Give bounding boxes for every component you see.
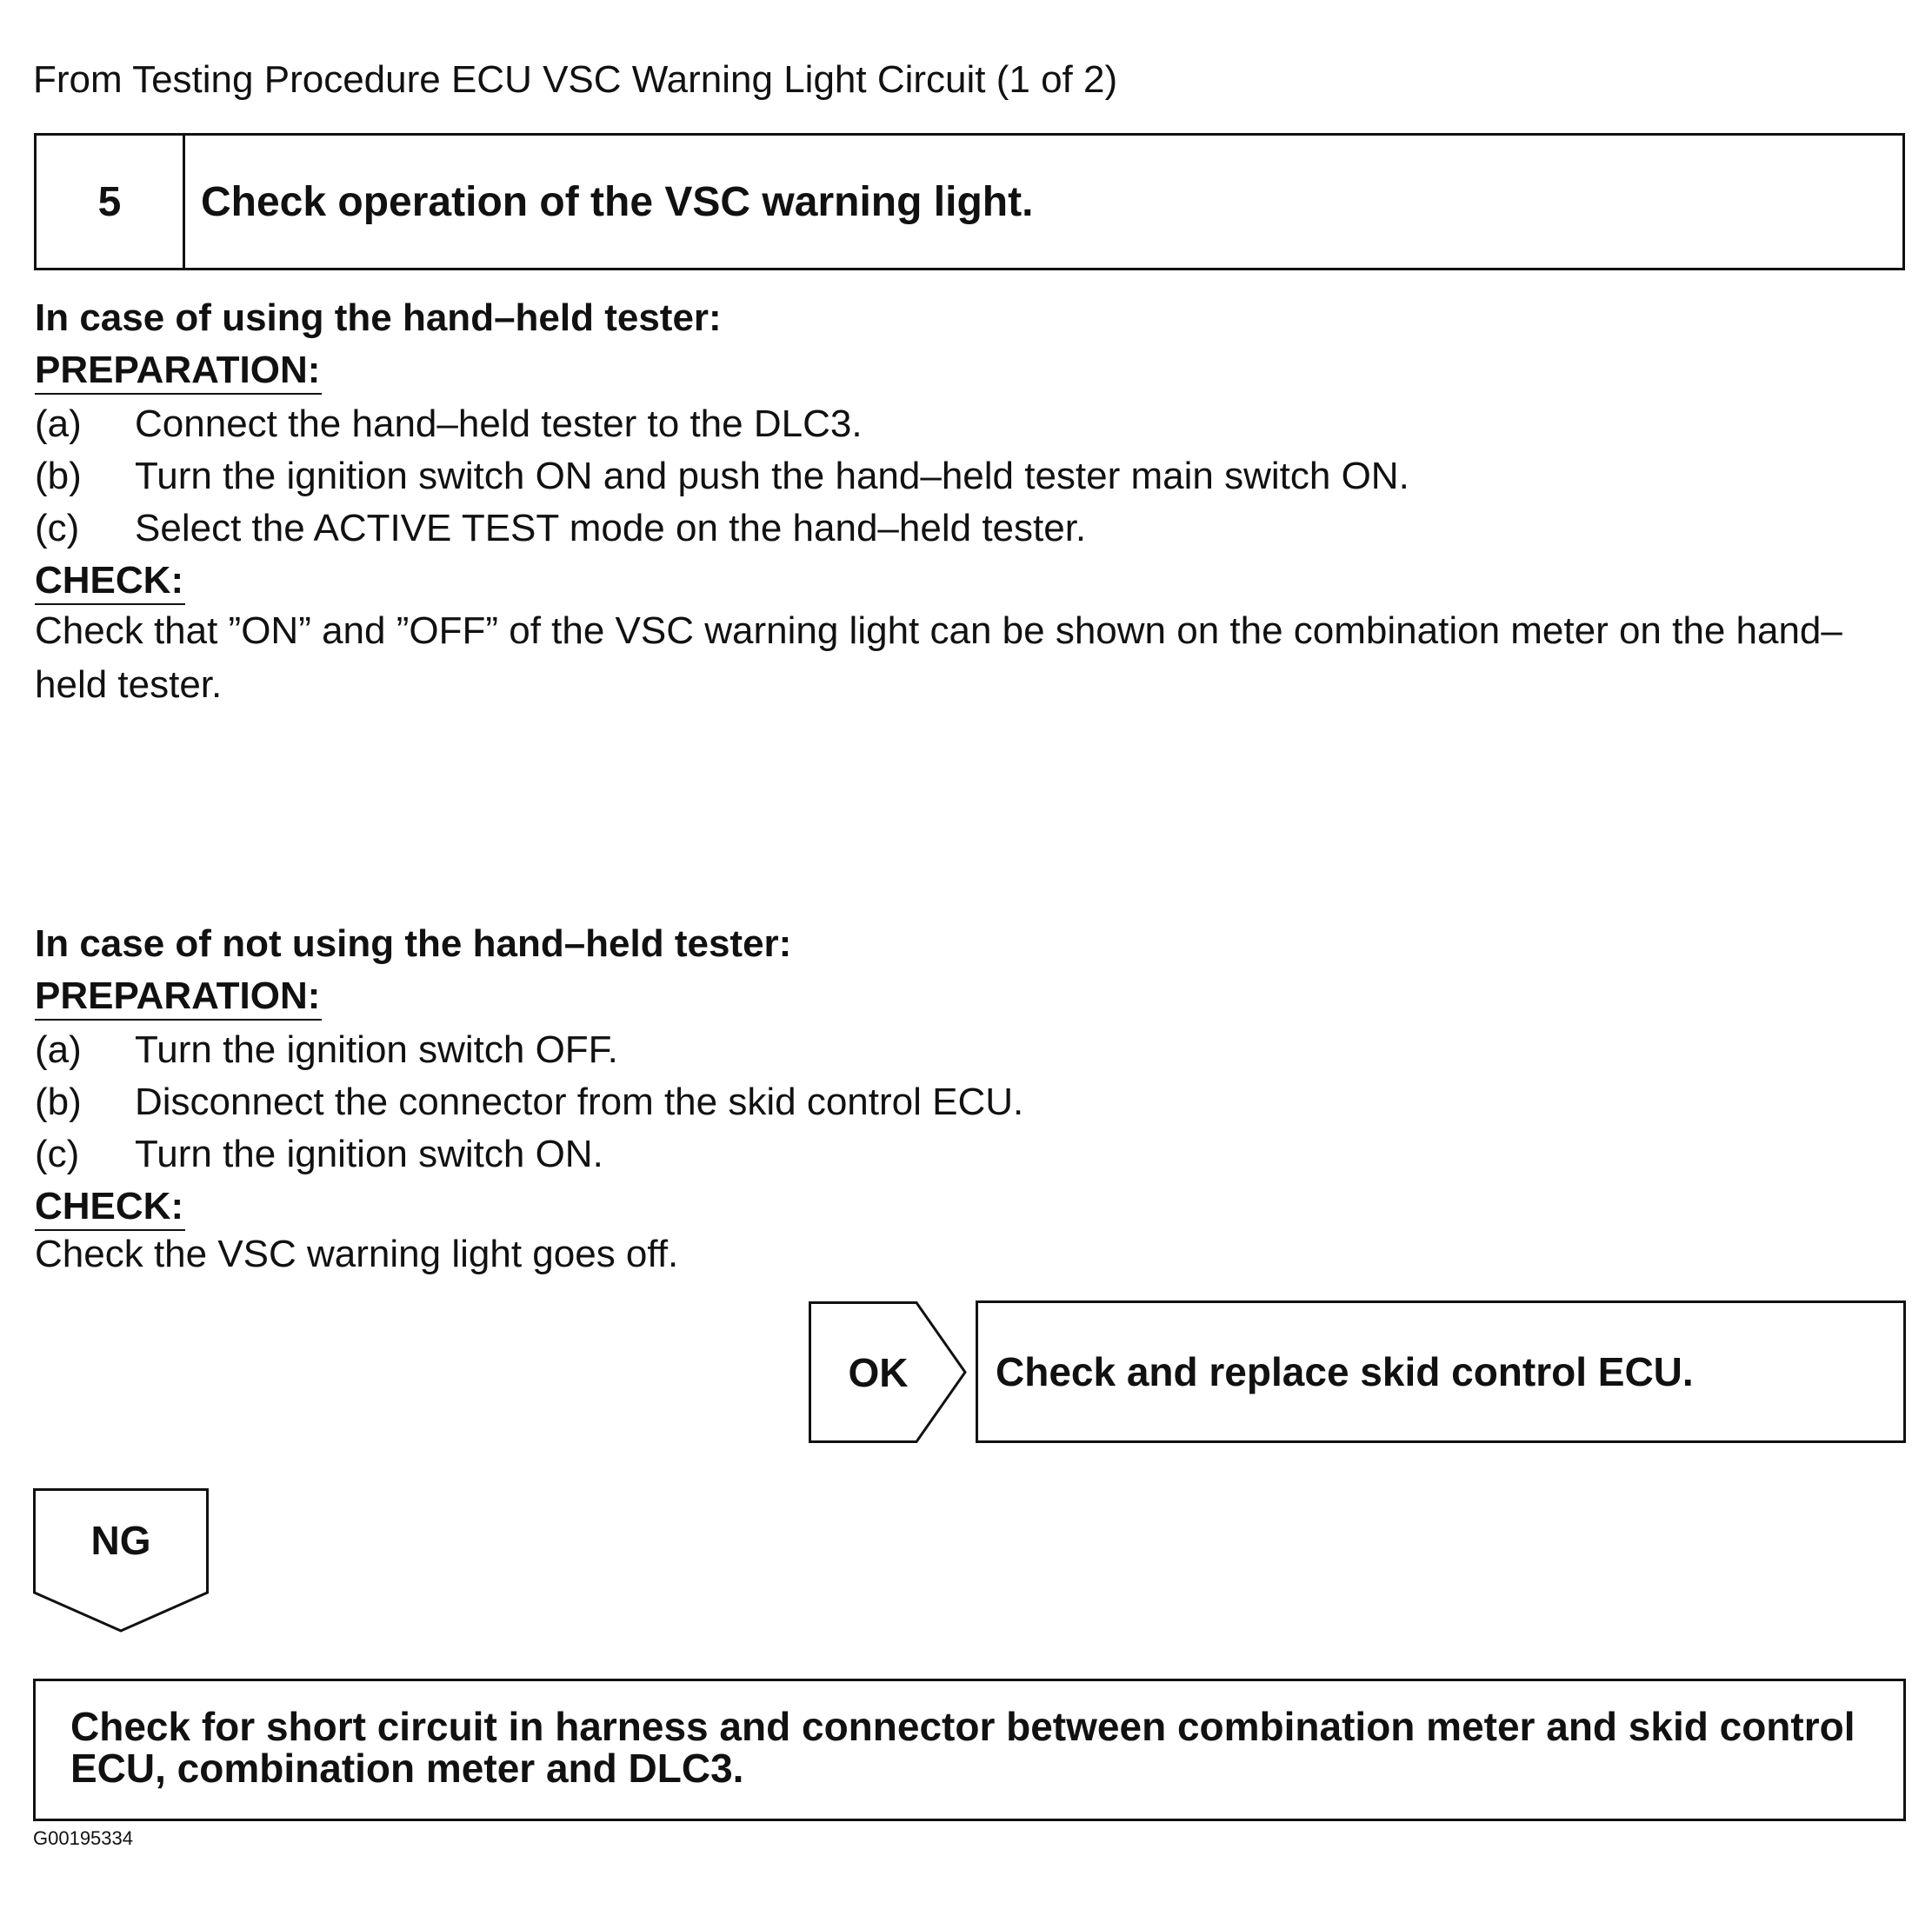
section-tester-step-b-text: Turn the ignition switch ON and push the hand–held tester main switch ON. <box>135 455 1409 497</box>
section-no-tester-step-b-text: Disconnect the connector from the skid control ECU. <box>135 1081 1024 1123</box>
section-tester-step-a-text: Connect the hand–held tester to the DLC3. <box>135 402 863 445</box>
section-tester-check-label: CHECK: <box>35 558 185 605</box>
section-no-tester-step-b-letter: (b) <box>35 1081 82 1123</box>
section-no-tester-preparation-label: PREPARATION: <box>35 974 322 1021</box>
section-tester-preparation-label: PREPARATION: <box>35 348 322 395</box>
section-no-tester-step-a-text: Turn the ignition switch OFF. <box>135 1028 618 1071</box>
ok-label: OK <box>848 1349 909 1395</box>
step-number: 5 <box>37 136 185 268</box>
ng-result-box: Check for short circuit in harness and connector between combination meter and skid control ECU, combination meter and DLC3. <box>33 1679 1906 1821</box>
section-no-tester-check-text: Check the VSC warning light goes off. <box>35 1233 679 1275</box>
section-tester-check-text: Check that ”ON” and ”OFF” of the VSC warning light can be shown on the combination meter on the hand–held tester. <box>35 609 1842 706</box>
section-tester-step-b-letter: (b) <box>35 455 82 497</box>
ng-label: NG <box>90 1518 151 1563</box>
section-tester-heading: In case of using the hand–held tester: <box>35 296 722 339</box>
section-no-tester-step-a-letter: (a) <box>35 1028 82 1071</box>
step-title: Check operation of the VSC warning light. <box>201 178 1034 225</box>
section-no-tester-heading: In case of not using the hand–held tester: <box>35 922 792 965</box>
section-tester-step-c-letter: (c) <box>35 507 80 549</box>
section-tester-step-a-letter: (a) <box>35 402 82 445</box>
section-no-tester-step-c-letter: (c) <box>35 1133 80 1175</box>
ok-result-box: Check and replace skid control ECU. <box>976 1300 1906 1443</box>
figure-id: G00195334 <box>33 1827 133 1849</box>
step-header-box <box>34 133 1905 270</box>
section-no-tester-check-label: CHECK: <box>35 1184 185 1231</box>
section-tester-step-c-text: Select the ACTIVE TEST mode on the hand–held tester. <box>135 507 1087 549</box>
section-no-tester-step-c-text: Turn the ignition switch ON. <box>135 1133 603 1175</box>
page-caption: From Testing Procedure ECU VSC Warning Light Circuit (1 of 2) <box>33 58 1118 101</box>
